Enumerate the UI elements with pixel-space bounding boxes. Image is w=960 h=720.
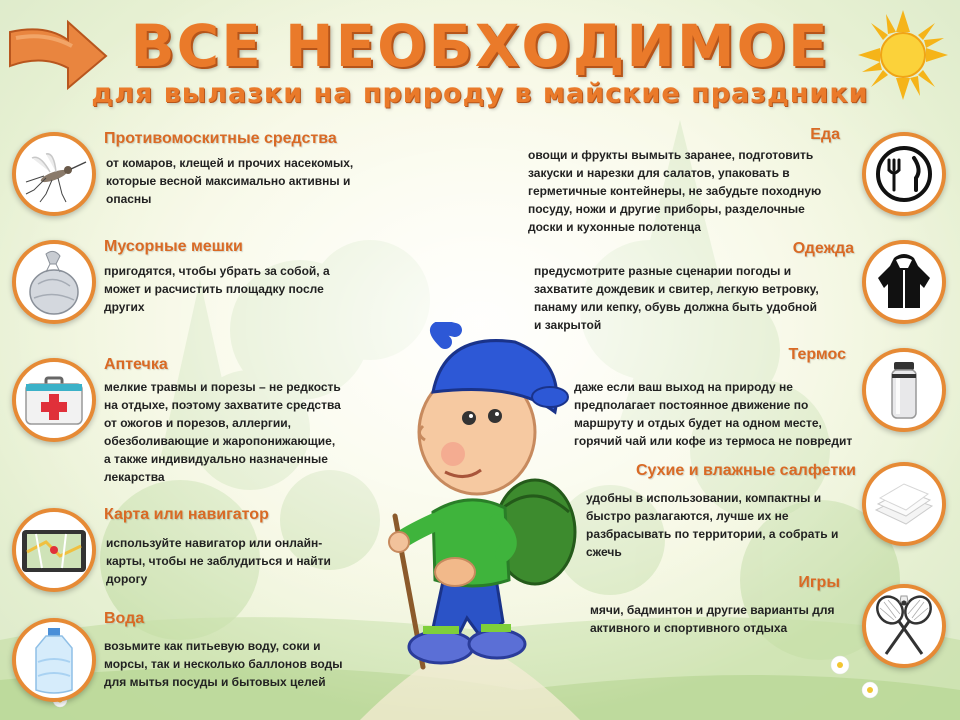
text-line: карты, чтобы не заблудиться и найти <box>106 554 331 568</box>
text-line: на отдыхе, поэтому захватите средства <box>104 398 341 412</box>
text-line: закуски и нарезки для салатов, упаковать в <box>528 166 790 180</box>
hiker-boy-illustration <box>385 322 585 670</box>
clothes-circle <box>862 240 946 324</box>
text-line: разбрасывать по территории, а собрать и <box>586 527 839 541</box>
mosquito-icon <box>16 136 92 212</box>
item-text-first-aid <box>104 378 394 486</box>
text-line: дорогу <box>106 572 148 586</box>
text-line: других <box>104 300 145 314</box>
text-line: используйте навигатор или онлайн- <box>106 536 323 550</box>
item-text-napkins <box>586 489 866 561</box>
text-line: захватите дождевик и свитер, легкую ветровку, <box>534 282 819 296</box>
napkins-circle <box>862 462 946 546</box>
text-line: горячий чай или кофе из термоса не повредит <box>574 434 853 448</box>
text-line: предусмотрите разные сценарии погоды и <box>534 264 792 278</box>
text-line: пригодятся, чтобы убрать за собой, а <box>104 264 330 278</box>
first-aid-circle <box>12 358 96 442</box>
text-line: мелкие травмы и порезы – не редкость <box>104 380 341 394</box>
text-line: даже если ваш выход на природу не <box>574 380 793 394</box>
text-line: от ожогов и порезов, аллергии, <box>104 416 292 430</box>
item-title-water: Вода <box>104 610 145 627</box>
food-circle <box>862 132 946 216</box>
item-title-food: Еда <box>810 126 840 143</box>
fork-knife-icon <box>866 136 942 212</box>
text-line: доски и кухонные полотенца <box>528 220 701 234</box>
item-text-trash-bags <box>104 262 384 316</box>
item-title-napkins: Сухие и влажные салфетки <box>635 462 856 479</box>
item-title-repellent: Противомоскитные средства <box>104 130 337 147</box>
text-line: морсы, так и несколько баллонов воды <box>104 657 343 671</box>
text-line: активного и спортивного отдыха <box>590 621 788 635</box>
text-line: герметичные контейнеры, не забудьте походную <box>528 184 822 198</box>
item-text-food <box>528 146 858 236</box>
text-line: лекарства <box>104 470 165 484</box>
text-line: может и расчистить площадку после <box>104 282 324 296</box>
water-circle <box>12 618 96 702</box>
item-text-repellent <box>106 154 396 208</box>
text-line: маршруту и отдых будет на одном месте, <box>574 416 822 430</box>
page-subtitle: для вылазки на природу в майские праздники <box>91 78 869 109</box>
trash-bag-icon <box>16 244 92 320</box>
text-line: мячи, бадминтон и другие варианты для <box>590 603 835 617</box>
item-text-water <box>104 637 394 691</box>
text-line: обезболивающие и жаропонижающие, <box>104 434 336 448</box>
text-line: которые весной максимально активны и <box>106 174 351 188</box>
item-title-clothes: Одежда <box>792 240 854 257</box>
trash-bag-circle <box>12 240 96 324</box>
item-title-trash-bags: Мусорные мешки <box>104 238 243 255</box>
text-line: панаму или кепку, обувь должна быть удобной <box>534 300 817 314</box>
text-line: быстро разлагаются, лучше их не <box>586 509 789 523</box>
jacket-icon <box>866 244 942 320</box>
games-circle <box>862 584 946 668</box>
water-bottle-icon <box>16 622 92 698</box>
text-line: опасны <box>106 192 152 206</box>
text-line: а также индивидуально назначенные <box>104 452 328 466</box>
item-text-map <box>106 534 376 588</box>
text-line: овощи и фрукты вымыть заранее, подготовить <box>528 148 814 162</box>
item-title-first-aid: Аптечка <box>104 356 168 373</box>
badminton-icon <box>866 588 942 664</box>
mosquito-circle <box>12 132 96 216</box>
text-line: предполагает постоянное движение по <box>574 398 809 412</box>
item-title-map: Карта или навигатор <box>104 506 269 523</box>
item-title-thermos: Термос <box>788 346 846 363</box>
item-text-thermos <box>574 378 884 450</box>
item-text-games <box>590 601 870 637</box>
text-line: посуду, ножи и другие приборы, разделочные <box>528 202 805 216</box>
page-title: ВСЕ НЕОБХОДИМОЕ <box>130 12 830 80</box>
text-line: от комаров, клещей и прочих насекомых, <box>106 156 354 170</box>
item-title-games: Игры <box>798 574 840 591</box>
navigator-icon <box>16 512 92 588</box>
first-aid-kit-icon <box>16 362 92 438</box>
navigator-circle <box>12 508 96 592</box>
napkins-icon <box>866 466 942 542</box>
text-line: возьмите как питьевую воду, соки и <box>104 639 321 653</box>
text-line: для мытья посуды и бытовых целей <box>104 675 326 689</box>
item-text-clothes <box>534 262 854 334</box>
text-line: удобны в использовании, компактны и <box>586 491 822 505</box>
text-line: и закрытой <box>534 318 602 332</box>
text-line: сжечь <box>586 545 622 559</box>
